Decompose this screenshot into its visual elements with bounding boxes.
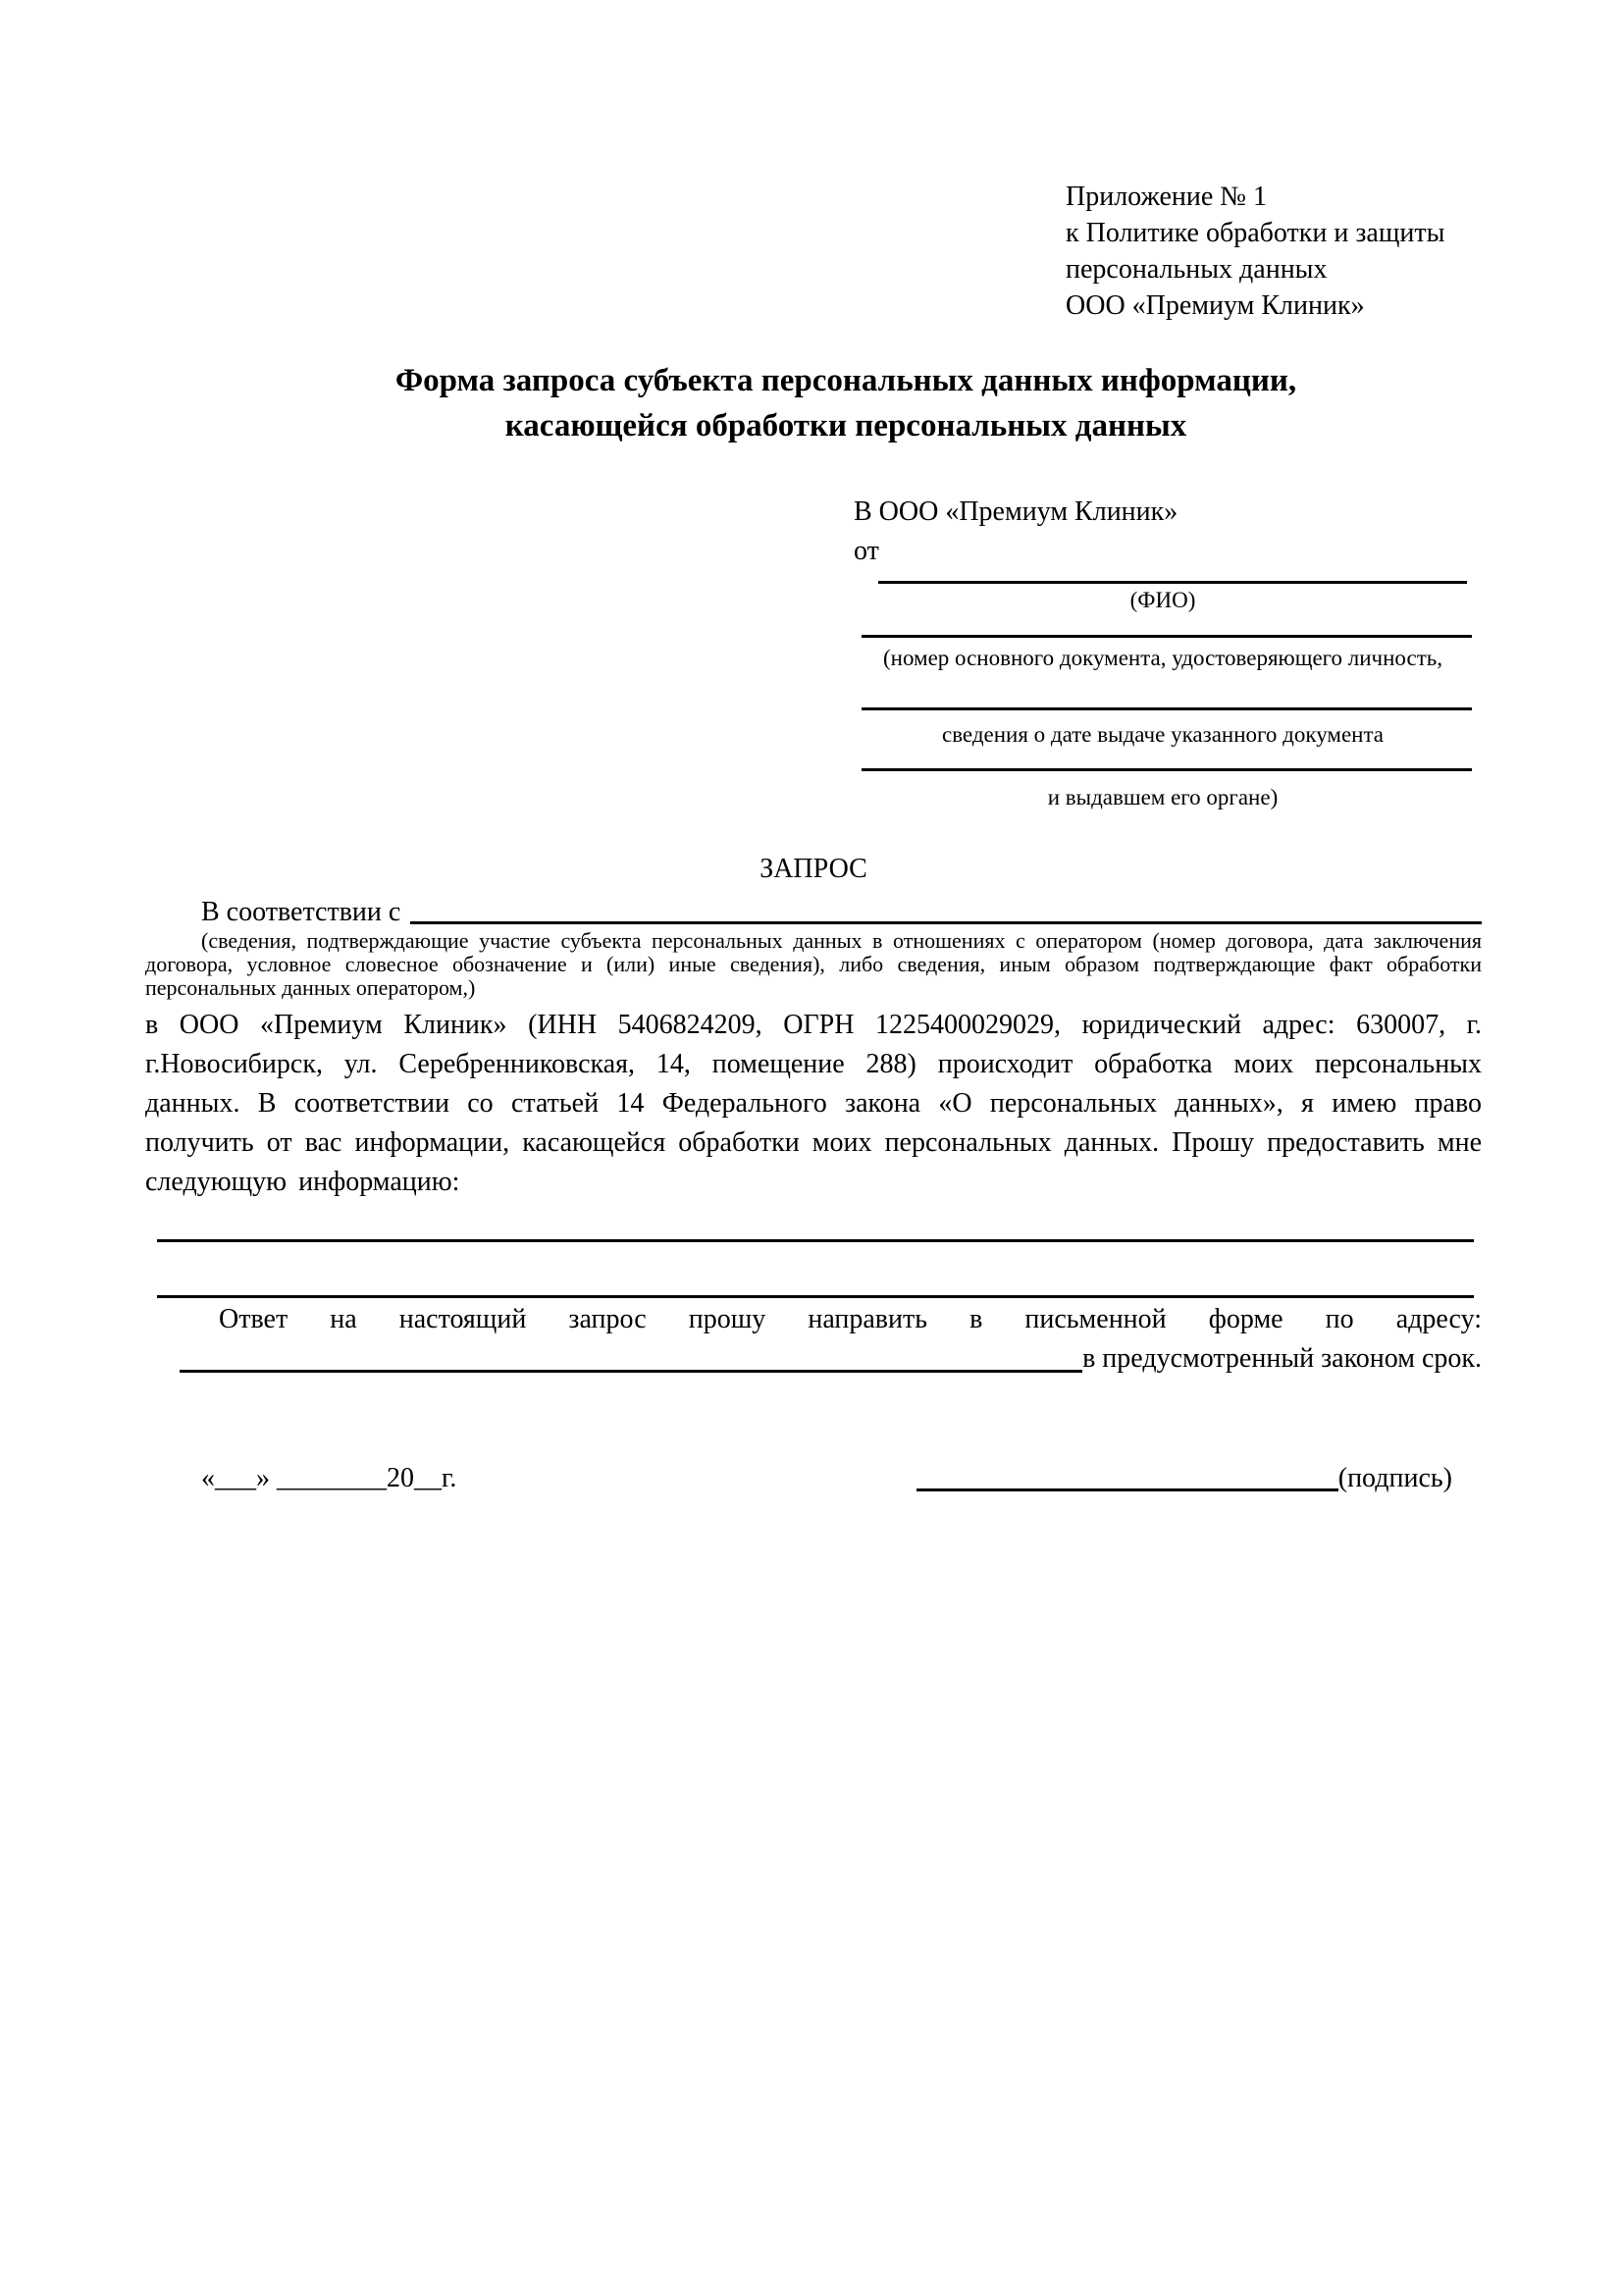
issuing-authority-caption: и выдавшем его органе)	[1047, 785, 1279, 809]
signature-group	[916, 1459, 1452, 1498]
intro-blank-line[interactable]	[410, 896, 1482, 924]
date-blank-field[interactable]: «___» ________20__г.	[201, 1463, 457, 1493]
information-blank-line-2[interactable]	[157, 1295, 1474, 1298]
fio-caption: (ФИО)	[1129, 588, 1196, 612]
fine-print-note: (сведения, подтверждающие участие субъекта персональных данных в отношениях с оператором (номер договора, дата заключения договора, условное словесное обозначение и (или) иные сведения), либо сведения, иным образом подтверждающие факт обработки персональных данных оператором,)	[145, 928, 1482, 1000]
addressee-to: В ООО «Премиум Клиник»	[854, 496, 1178, 527]
appendix-header-line-3: персональных данных	[1066, 254, 1328, 285]
signature-caption: (подпись)	[1337, 1463, 1452, 1493]
information-blank-line-1[interactable]	[157, 1239, 1474, 1242]
appendix-header-line-4: ООО «Премиум Клиник»	[1066, 290, 1365, 321]
reply-suffix: в предусмотренный законом срок.	[1082, 1343, 1482, 1374]
signature-blank-line[interactable]	[916, 1459, 1338, 1491]
intro-label: В соответствии с	[201, 897, 401, 927]
addressee-block	[854, 496, 1472, 810]
request-body-paragraph: в ООО «Премиум Клиник» (ИНН 5406824209, ОГРН 1225400029029, юридический адрес: 630007, г. г.Новосибирск, ул. Серебренниковская, 14, помещение 288) происходит обработка моих персональных данных. В соответствии со статьей 14 Федерального закона «О персональных данных», я имею право получить от вас информации, касающейся обработки моих персональных данных. Прошу предоставить мне следующую информацию:	[145, 1010, 1482, 1197]
document-title-line-2: касающейся обработки персональных данных	[504, 408, 1187, 444]
issue-date-blank-line[interactable]	[862, 671, 1472, 710]
document-number-caption: (номер основного документа, удостоверяющего личность,	[882, 646, 1442, 670]
document-content	[0, 179, 1623, 1500]
intro-line	[145, 896, 1482, 929]
reply-address-line	[145, 1339, 1482, 1379]
appendix-header-line-1: Приложение № 1	[1066, 182, 1267, 212]
request-heading: ЗАПРОС	[759, 854, 867, 884]
date-signature-row	[145, 1459, 1482, 1500]
fio-blank-line[interactable]	[878, 568, 1467, 584]
document-title-line-1: Форма запроса субъекта персональных данных информации,	[394, 363, 1297, 398]
reply-instruction: Ответ на настоящий запрос прошу направить в письменной форме по адресу:	[219, 1304, 1482, 1334]
document-number-blank-line[interactable]	[862, 613, 1472, 638]
appendix-header-line-2: к Политике обработки и защиты	[1066, 218, 1445, 248]
addressee-from-label: от	[854, 536, 879, 566]
appendix-header	[1066, 179, 1482, 324]
issuing-authority-blank-line[interactable]	[862, 748, 1472, 771]
reply-address-blank-line[interactable]	[180, 1339, 1082, 1373]
document-title	[210, 358, 1482, 448]
issue-date-caption: сведения о дате выдаче указанного документа	[941, 722, 1385, 747]
